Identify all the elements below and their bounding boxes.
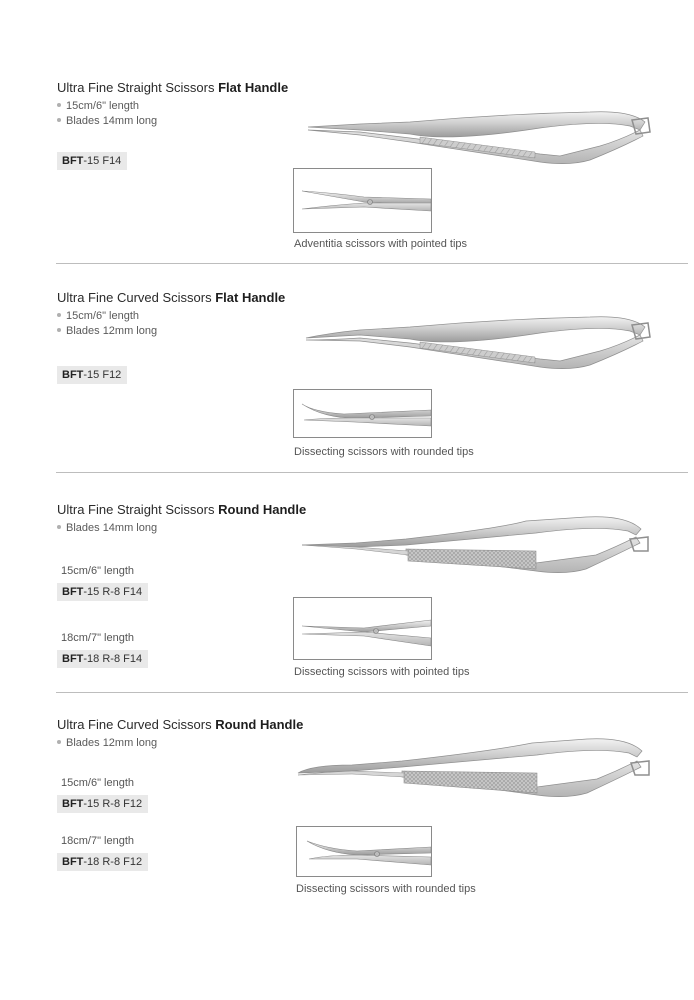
tip-detail-image bbox=[293, 597, 432, 660]
product-section-3 bbox=[0, 473, 694, 693]
scissors-image bbox=[300, 313, 660, 375]
spec-bullet: Blades 14mm long bbox=[57, 522, 157, 534]
product-code: BFT-15 F12 bbox=[57, 366, 127, 384]
tip-closeup-icon bbox=[294, 390, 431, 437]
tip-detail-image bbox=[293, 389, 432, 438]
product-section-1 bbox=[0, 0, 694, 265]
spec-bullet: 15cm/6" length bbox=[57, 100, 139, 112]
tip-closeup-icon bbox=[297, 827, 431, 876]
tip-detail-image bbox=[296, 826, 432, 877]
spec-bullet: Blades 14mm long bbox=[57, 115, 157, 127]
product-code: BFT-18 R-8 F12 bbox=[57, 853, 148, 871]
product-code: BFT-18 R-8 F14 bbox=[57, 650, 148, 668]
product-code: BFT-15 R-8 F14 bbox=[57, 583, 148, 601]
scissors-image bbox=[296, 511, 661, 583]
product-title: Ultra Fine Curved Scissors Flat Handle bbox=[57, 290, 286, 305]
section-divider bbox=[56, 263, 688, 264]
tip-detail-image bbox=[293, 168, 432, 233]
product-code: BFT-15 R-8 F12 bbox=[57, 795, 148, 813]
image-caption: Adventitia scissors with pointed tips bbox=[294, 238, 468, 250]
product-section-4 bbox=[0, 693, 694, 933]
image-caption: Dissecting scissors with rounded tips bbox=[296, 883, 476, 895]
tip-closeup-icon bbox=[294, 598, 431, 659]
scissors-image bbox=[300, 108, 660, 170]
spec-bullet: Blades 12mm long bbox=[57, 737, 157, 749]
spec-bullet: 15cm/6" length bbox=[57, 310, 139, 322]
length-label: 18cm/7" length bbox=[61, 835, 135, 847]
product-section-2 bbox=[0, 265, 694, 473]
length-label: 18cm/7" length bbox=[61, 632, 135, 644]
product-code: BFT-15 F14 bbox=[57, 152, 127, 170]
scissors-image bbox=[292, 733, 662, 809]
product-title: Ultra Fine Straight Scissors Round Handle bbox=[57, 502, 307, 517]
spec-bullet: Blades 12mm long bbox=[57, 325, 157, 337]
product-title: Ultra Fine Straight Scissors Flat Handle bbox=[57, 80, 289, 95]
length-label: 15cm/6" length bbox=[61, 565, 135, 577]
image-caption: Dissecting scissors with rounded tips bbox=[294, 446, 474, 458]
length-label: 15cm/6" length bbox=[61, 777, 135, 789]
image-caption: Dissecting scissors with pointed tips bbox=[294, 666, 470, 678]
product-title: Ultra Fine Curved Scissors Round Handle bbox=[57, 717, 304, 732]
tip-closeup-icon bbox=[294, 169, 431, 232]
